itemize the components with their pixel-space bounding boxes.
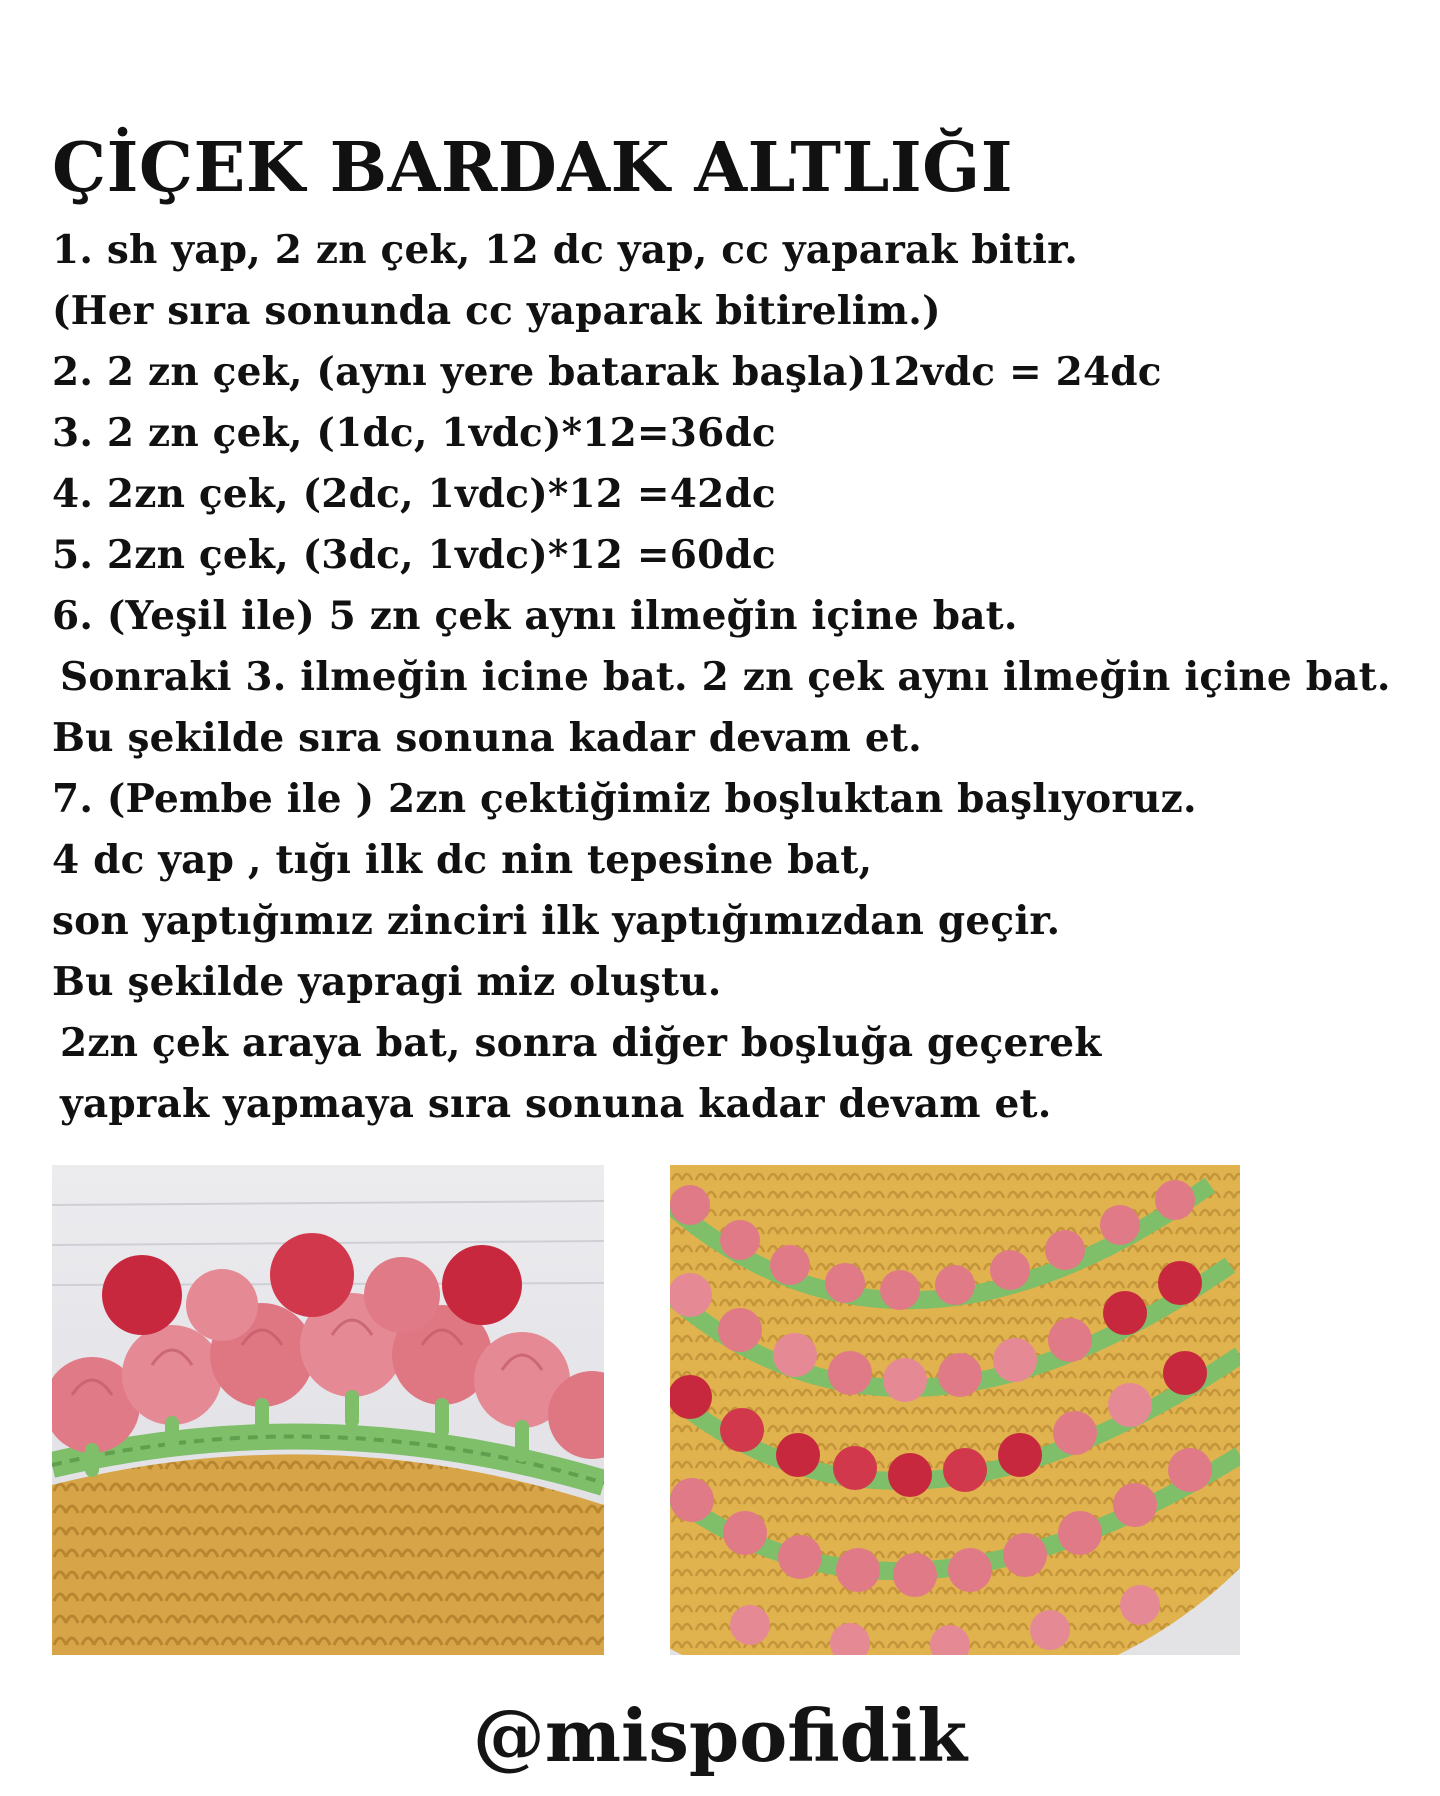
page-title: ÇİÇEK BARDAK ALTLIĞI: [52, 128, 1014, 208]
step-line: 3. 2 zn çek, (1dc, 1vdc)*12=36dc: [52, 410, 776, 456]
coaster-photo: [670, 1165, 1240, 1655]
author-handle: @mispofidik: [472, 1693, 968, 1778]
crochet-closeup-illustration: [52, 1165, 604, 1655]
crochet-closeup-photo: [52, 1165, 604, 1655]
step-line: son yaptığımız zinciri ilk yaptığımızdan geçir.: [52, 898, 1061, 944]
instruction-steps: [52, 220, 1392, 1135]
step-line: 2zn çek araya bat, sonra diğer boşluğa geçerek: [60, 1020, 1102, 1066]
step-line: 7. (Pembe ile ) 2zn çektiğimiz boşluktan başlıyoruz.: [52, 776, 1197, 822]
step-line: Bu şekilde yapragi miz oluştu.: [52, 959, 722, 1005]
step-line: 2. 2 zn çek, (aynı yere batarak başla)12vdc = 24dc: [52, 349, 1162, 395]
step-line: (Her sıra sonunda cc yaparak bitirelim.): [52, 288, 941, 334]
step-line: 6. (Yeşil ile) 5 zn çek aynı ilmeğin içine bat.: [52, 593, 1018, 639]
step-line: yaprak yapmaya sıra sonuna kadar devam et.: [60, 1081, 1052, 1127]
coaster-illustration: [670, 1165, 1240, 1655]
step-line: 5. 2zn çek, (3dc, 1vdc)*12 =60dc: [52, 532, 776, 578]
step-line: Bu şekilde sıra sonuna kadar devam et.: [52, 715, 922, 761]
step-line: Sonraki 3. ilmeğin icine bat. 2 zn çek aynı ilmeğin içine bat.: [60, 654, 1391, 700]
step-line: 4. 2zn çek, (2dc, 1vdc)*12 =42dc: [52, 471, 776, 517]
step-line: 1. sh yap, 2 zn çek, 12 dc yap, cc yaparak bitir.: [52, 227, 1079, 273]
step-line: 4 dc yap , tığı ilk dc nin tepesine bat,: [52, 837, 873, 883]
